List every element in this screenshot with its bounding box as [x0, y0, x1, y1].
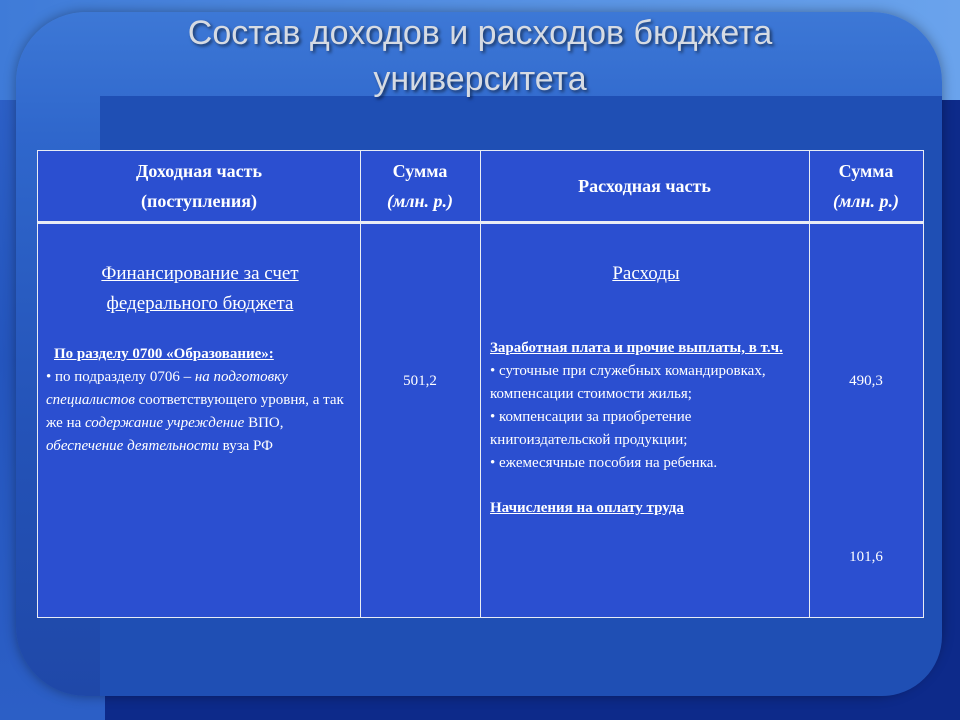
header-sum-expense — [809, 151, 923, 221]
header-sum-income — [360, 151, 480, 221]
income-heading-line2: федерального бюджета — [106, 293, 294, 314]
slide-title-line2: университета — [373, 60, 587, 98]
income-bullet: • по подразделу 0706 – на подготовку специалистов соответствующего уровня, а так же на содержание учреждение ВПО, обеспечение деятельности вуза РФ — [46, 369, 344, 454]
income-details — [46, 343, 354, 458]
expense-heading: Расходы — [612, 263, 680, 284]
expense-accruals-title: Начисления на оплату труда — [490, 500, 684, 516]
expense-content — [490, 259, 802, 520]
slide-title — [0, 10, 960, 102]
expense-amount-accruals: 101,6 — [849, 549, 883, 565]
header-sum-expense-line2: (млн. р.) — [832, 191, 900, 211]
header-income-line2: (поступления) — [141, 191, 257, 211]
header-income — [38, 151, 360, 221]
income-amount: 501,2 — [403, 373, 437, 389]
income-heading — [46, 259, 354, 319]
expense-item: • суточные при служебных командировках, компенсации стоимости жилья; — [490, 363, 766, 402]
header-sum-income-line1: Сумма — [392, 161, 448, 181]
income-content — [46, 259, 354, 458]
header-divider — [38, 221, 923, 224]
slide-title-line1: Состав доходов и расходов бюджета — [187, 14, 773, 52]
expense-amount-salary: 490,3 — [849, 373, 883, 389]
header-sum-expense-line1: Сумма — [838, 161, 894, 181]
expense-salary-title: Заработная плата и прочие выплаты, в т.ч. — [490, 340, 783, 356]
expense-item: • ежемесячные пособия на ребенка. — [490, 455, 718, 471]
budget-table — [37, 150, 924, 618]
header-income-line1: Доходная часть — [136, 161, 262, 181]
expense-details — [490, 337, 802, 520]
income-heading-line1: Финансирование за счет — [101, 263, 299, 284]
income-section-title: По разделу 0700 «Образование»: — [54, 346, 274, 362]
header-expense — [480, 151, 809, 221]
header-sum-income-line2: (млн. р.) — [386, 191, 454, 211]
header-expense-label: Расходная часть — [578, 176, 711, 196]
expense-item: • компенсации за приобретение книгоиздательской продукции; — [490, 409, 692, 448]
